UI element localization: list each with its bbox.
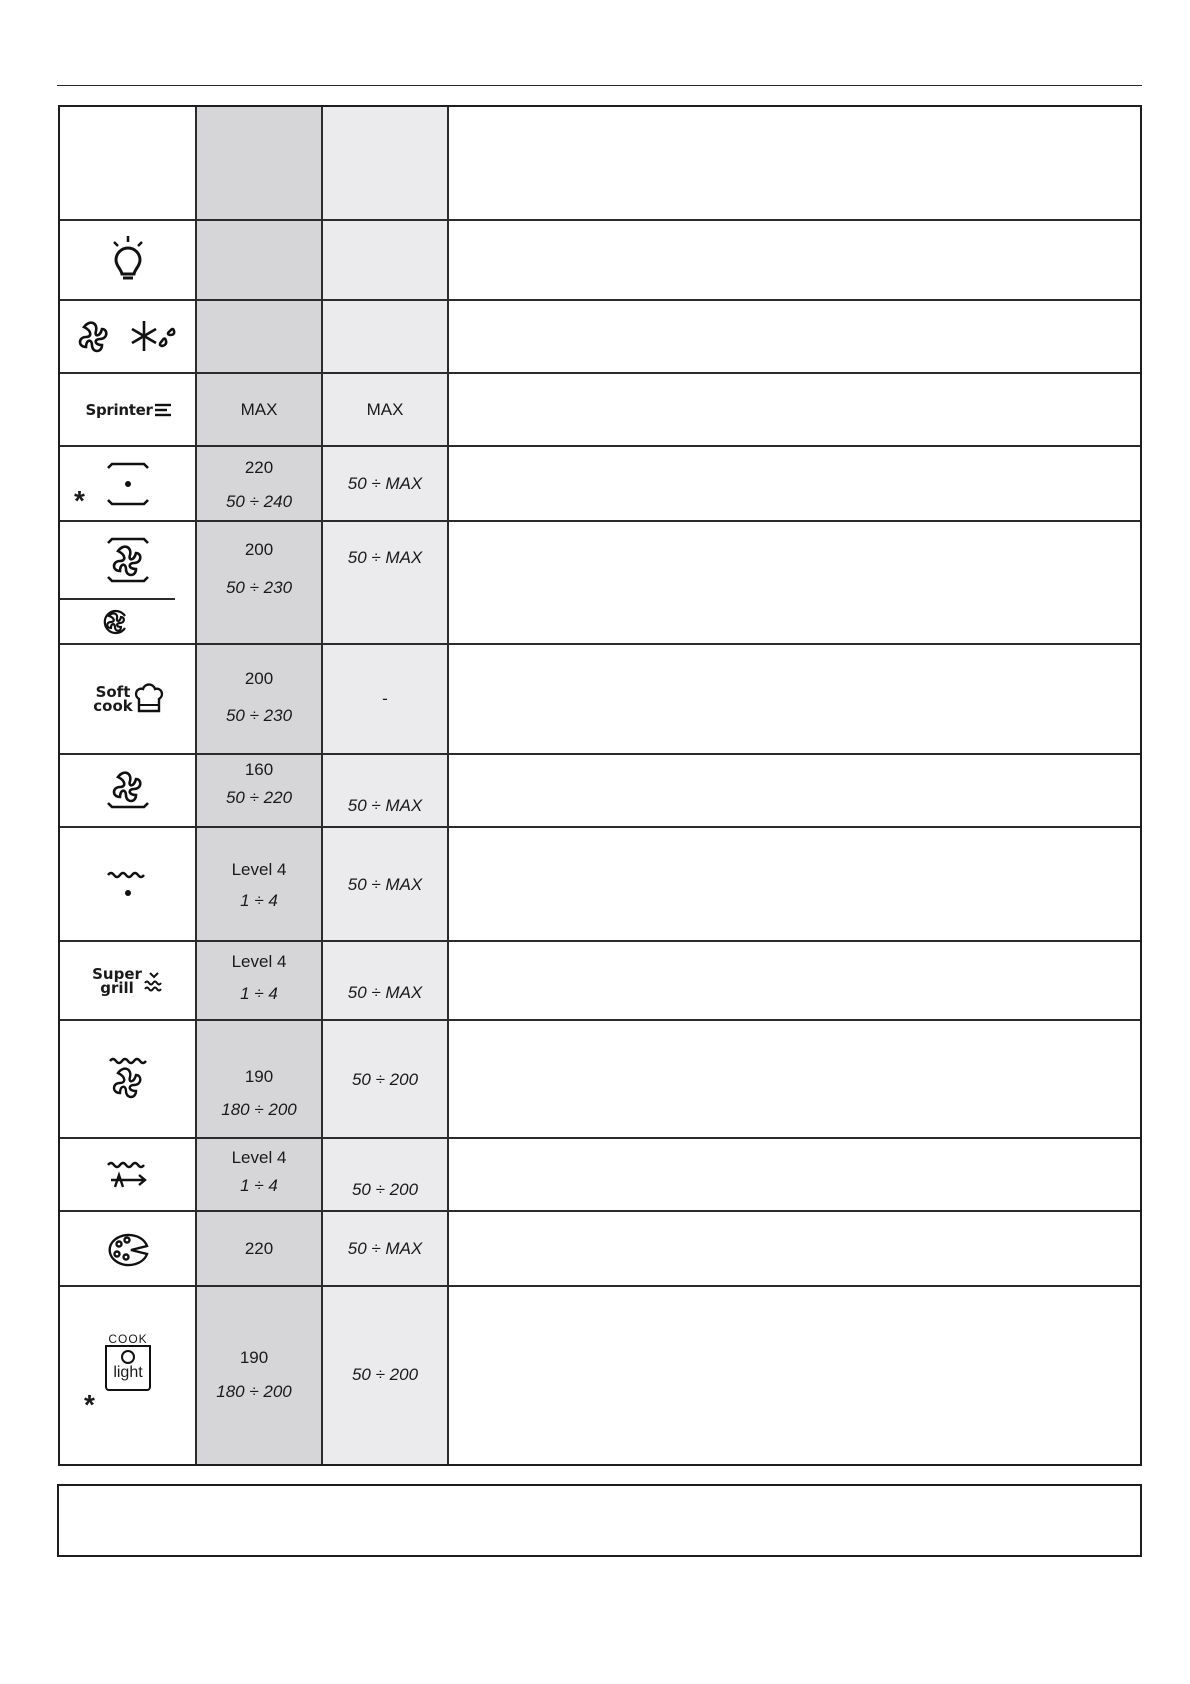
temp-default: Level 4 (231, 1148, 287, 1167)
turnspit-grill-icon (107, 1160, 149, 1190)
microwave-power: 50 ÷ MAX (347, 983, 423, 1002)
temp-default: Level 4 (231, 860, 287, 879)
fan-forced-icon-cell (60, 522, 196, 598)
row-divider (60, 219, 1140, 221)
temp-default: 220 (244, 458, 274, 477)
temp-range: 50 ÷ 230 (225, 578, 293, 597)
lamp-icon-cell (60, 221, 196, 299)
conventional-icon (106, 462, 150, 506)
temp-default: 160 (244, 760, 274, 779)
row-divider (60, 299, 1140, 301)
light-label: light (113, 1364, 143, 1381)
microwave-power: 50 ÷ 200 (351, 1365, 419, 1384)
soft-label: Soft (95, 683, 131, 701)
temp-range: 1 ÷ 4 (240, 891, 278, 910)
row-divider (60, 826, 1140, 828)
asterisk: * (84, 1389, 95, 1420)
defrost-icon-cell (60, 301, 196, 372)
microwave-power: 50 ÷ MAX (347, 548, 423, 567)
fan-grill-icon-cell (60, 1021, 196, 1137)
temp-range: 50 ÷ 240 (225, 492, 293, 511)
temp-default: MAX (240, 399, 278, 419)
sprinter-icon-cell (60, 374, 196, 445)
lamp-icon (108, 236, 148, 284)
pizza-icon-cell (60, 1212, 196, 1285)
column-divider (447, 107, 449, 1464)
microwave-power: 50 ÷ MAX (347, 1238, 423, 1258)
row-divider (60, 753, 1140, 755)
temp-default: 200 (244, 540, 274, 559)
microwave-power: 50 ÷ 200 (351, 1180, 419, 1199)
sprinter-icon (155, 403, 171, 417)
temp-default: Level 4 (231, 952, 287, 971)
function-table (58, 105, 1142, 1466)
row-divider (60, 1019, 1140, 1021)
fan-grill-icon (106, 1057, 150, 1101)
sprinter-label: Sprinter (85, 400, 153, 419)
cook-label: cook (93, 697, 133, 715)
fan-ring-icon-cell (60, 600, 170, 643)
temp-default: 220 (244, 1238, 274, 1258)
fan-ring-icon (101, 608, 129, 636)
defrost-icon (78, 317, 178, 357)
temp-default: 190 (239, 1348, 269, 1367)
temp-range: 50 ÷ 220 (225, 788, 293, 807)
grill-label: grill (100, 978, 134, 997)
temp-range: 180 ÷ 200 (221, 1100, 297, 1119)
temp-range: 1 ÷ 4 (240, 984, 278, 1003)
cook-light-icon-cell (60, 1302, 196, 1422)
row-divider (60, 643, 1140, 645)
row-divider (60, 940, 1140, 942)
temp-range: 50 ÷ 230 (225, 706, 293, 725)
turnspit-grill-icon-cell (60, 1139, 196, 1210)
row-divider (60, 1285, 1140, 1287)
microwave-power: 50 ÷ MAX (347, 875, 423, 894)
microwave-power: 50 ÷ 200 (351, 1070, 419, 1089)
row-divider (60, 1137, 1140, 1139)
super-grill-icon (144, 969, 164, 993)
cook-label: COOK (108, 1332, 148, 1346)
footer-note-box (57, 1484, 1142, 1557)
soft-cook-icon (135, 683, 163, 715)
microwave-power: MAX (366, 399, 404, 419)
super-grill-icon-cell (60, 942, 196, 1019)
fan-bottom-icon (106, 771, 150, 811)
temp-default: 200 (244, 669, 274, 688)
temp-range: 180 ÷ 200 (216, 1382, 292, 1401)
microwave-power: 50 ÷ MAX (347, 796, 423, 815)
microwave-power: - (382, 689, 388, 708)
row-divider (60, 445, 1140, 447)
microwave-power: 50 ÷ MAX (347, 473, 423, 493)
grill-icon (107, 869, 149, 899)
fan-bottom-icon-cell (60, 755, 196, 826)
dial-icon (121, 1350, 135, 1364)
temp-default: 190 (244, 1067, 274, 1086)
row-divider (60, 520, 1140, 522)
super-label: Super (92, 964, 142, 983)
soft-cook-icon-cell (60, 645, 196, 753)
pizza-icon (107, 1232, 149, 1266)
fan-forced-icon (106, 537, 150, 583)
asterisk: * (74, 485, 85, 516)
cook-light-icon (105, 1345, 151, 1391)
top-rule (57, 85, 1142, 86)
temp-range: 1 ÷ 4 (240, 1176, 278, 1195)
grill-icon-cell (60, 828, 196, 940)
